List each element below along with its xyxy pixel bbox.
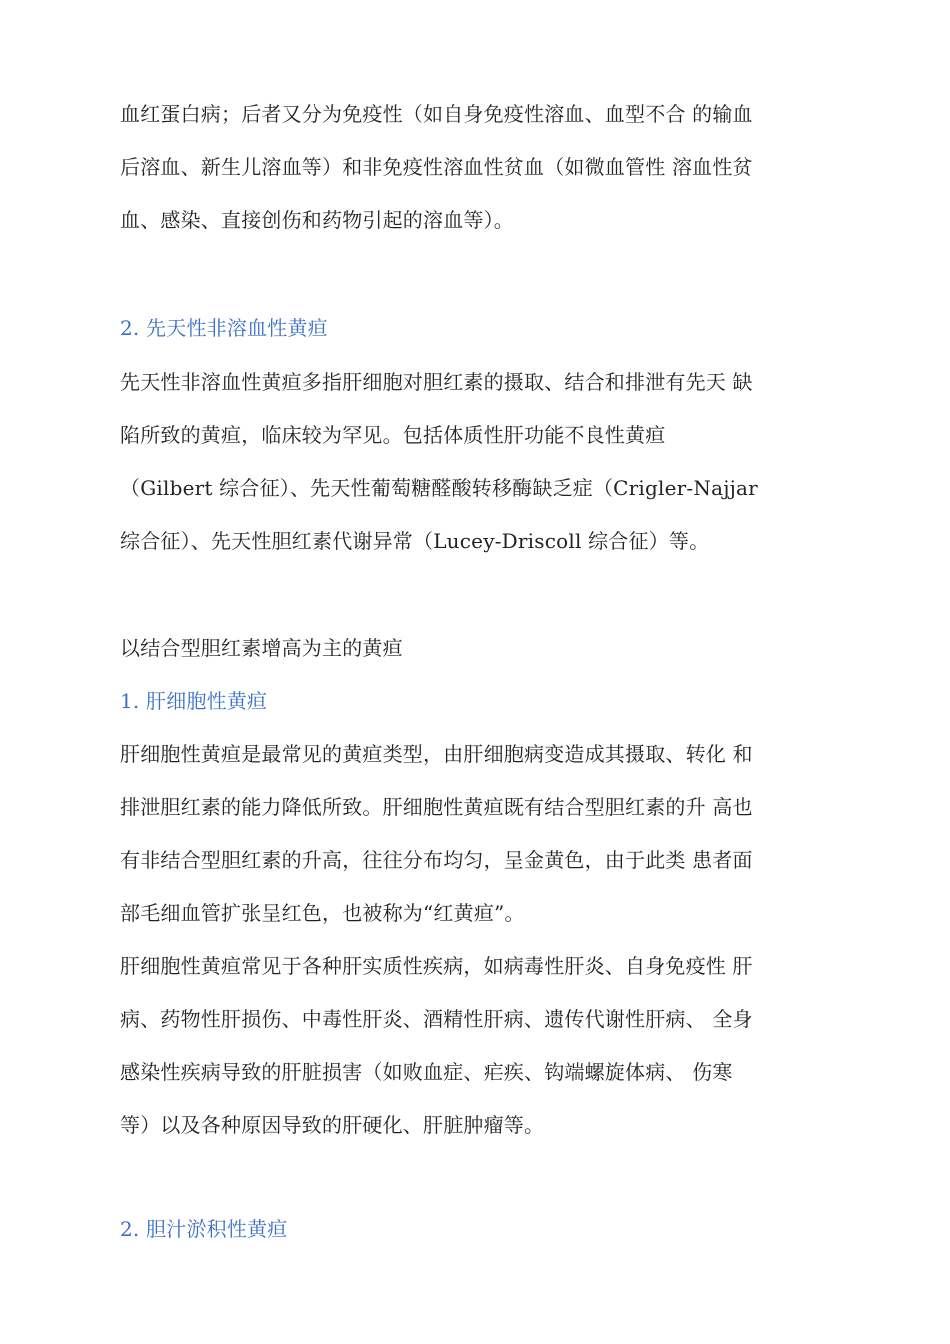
paragraph-line: 综合征）、先天性胆红素代谢异常（Lucey-Driscoll 综合征）等。 bbox=[120, 529, 710, 553]
paragraph-line: 有非结合型胆红素的升高，往往分布均匀，呈金黄色，由于此类 患者面 bbox=[120, 848, 753, 872]
paragraph-line: 病、药物性肝损伤、中毒性肝炎、酒精性肝病、遗传代谢性肝病、 全身 bbox=[120, 1007, 753, 1031]
paragraph-line: 后溶血、新生儿溶血等）和非免疫性溶血性贫血（如微血管性 溶血性贫 bbox=[120, 155, 753, 179]
paragraph-line: 感染性疾病导致的肝脏损害（如败血症、疟疾、钩端螺旋体病、 伤寒 bbox=[120, 1060, 733, 1084]
subheading-hepatocellular: 1. 肝细胞性黄疸 bbox=[120, 689, 268, 713]
paragraph-line: 肝细胞性黄疸常见于各种肝实质性疾病，如病毒性肝炎、自身免疫性 肝 bbox=[120, 954, 753, 978]
section-title: 以结合型胆红素增高为主的黄疸 bbox=[120, 636, 403, 660]
paragraph-line: 先天性非溶血性黄疸多指肝细胞对胆红素的摄取、结合和排泄有先天 缺 bbox=[120, 370, 753, 394]
paragraph-line: 血、感染、直接创伤和药物引起的溶血等）。 bbox=[120, 208, 514, 232]
paragraph-line: 肝细胞性黄疸是最常见的黄疸类型，由肝细胞病变造成其摄取、转化 和 bbox=[120, 742, 753, 766]
paragraph-line: 排泄胆红素的能力降低所致。肝细胞性黄疸既有结合型胆红素的升 高也 bbox=[120, 795, 753, 819]
paragraph-line: （Gilbert 综合征）、先天性葡萄糖醛酸转移酶缺乏症（Crigler-Najjar bbox=[120, 476, 758, 500]
subheading-congenital-nonhemolytic: 2. 先天性非溶血性黄疸 bbox=[120, 316, 328, 340]
paragraph-line: 等）以及各种原因导致的肝硬化、肝脏肿瘤等。 bbox=[120, 1113, 545, 1137]
subheading-cholestatic: 2. 胆汁淤积性黄疸 bbox=[120, 1217, 288, 1241]
paragraph-line: 陷所致的黄疸，临床较为罕见。包括体质性肝功能不良性黄疸 bbox=[120, 423, 666, 447]
paragraph-line: 部毛细血管扩张呈红色，也被称为“红黄疸”。 bbox=[120, 901, 525, 925]
paragraph-line: 血红蛋白病；后者又分为免疫性（如自身免疫性溶血、血型不合 的输血 bbox=[120, 102, 753, 126]
